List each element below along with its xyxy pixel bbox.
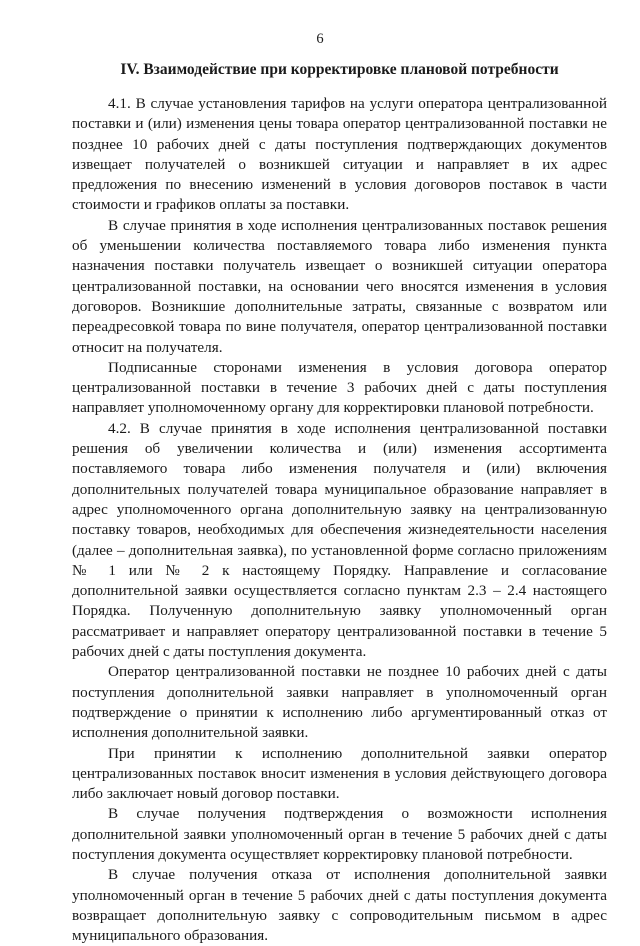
paragraph-signed-changes: Подписанные сторонами изменения в условия договора оператор централизованной поставки в течение 3 рабочих дней с даты поступления направляет уполномоченному органу для корректировки плановой потребности. <box>72 358 607 417</box>
paragraph-operator-response: Оператор централизованной поставки не позднее 10 рабочих дней с даты поступления дополнительной заявки направляет в уполномоченный орган подтверждение о принятии к исполнению либо аргументированный отказ от исполнения дополнительной заявки. <box>72 663 607 742</box>
paragraph-contract-changes: При принятии к исполнению дополнительной заявки оператор централизованных поставок вносит изменения в условия действующего договора либо заключает новый договор поставки. <box>72 744 607 803</box>
paragraph-4-1: 4.1. В случае установления тарифов на услуги оператора централизованной поставки и (или) изменения цены товара оператор централизованной поставки не позднее 10 рабочих дней с даты поступления подтверждающих документов извещает получателей о возникшей ситуации и направляет в их адрес предложения по внесению изменений в условия договоров поставок в части стоимости и графиков оплаты за поставки. <box>72 95 607 214</box>
section-title: IV. Взаимодействие при корректировке плановой потребности <box>120 61 559 78</box>
document-body <box>72 94 607 946</box>
paragraph-confirmation: В случае получения подтверждения о возможности исполнения дополнительной заявки уполномоченный орган в течение 5 рабочих дней с даты поступления документа осуществляет корректировку плановой потребности. <box>72 805 607 863</box>
paragraph-4-2: 4.2. В случае принятия в ходе исполнения централизованной поставки решения об увеличении количества и (или) изменения ассортимента поставляемого товара либо изменения получателя и (или) включения дополнительных получателей товара муниципальное образование направляет в адрес уполномоченного органа дополнительную заявку на централизованную поставку товаров, необходимых для обеспечения жизнедеятельности населения (далее – дополнительная заявка), по установленной форме согласно приложениям № 1 или № 2 к настоящему Порядку. Направление и согласование дополнительной заявки осуществляется согласно пунктам 2.3 – 2.4 настоящего Порядка. Полученную дополнительную заявку уполномоченный орган рассматривает и направляет оператору централизованной поставки в течение 5 рабочих дней с даты поступления документа. <box>72 419 607 661</box>
paragraph-refusal: В случае получения отказа от исполнения дополнительной заявки уполномоченный орган в течение 5 рабочих дней с даты поступления документа возвращает дополнительную заявку с сопроводительным письмом в адрес муниципального образования. <box>72 866 607 945</box>
paragraph-quantity-decrease: В случае принятия в ходе исполнения централизованных поставок решения об уменьшении количества поставляемого товара либо изменения пункта назначения поставки получатель извещает о возникшей ситуации оператора централизованной поставки, на основании чего вносятся изменения в условия договоров. Возникшие дополнительные затраты, связанные с возвратом или переадресовкой товара по вине получателя, оператор централизованной поставки относит на получателя. <box>72 216 607 356</box>
page-number: 6 <box>316 31 324 47</box>
